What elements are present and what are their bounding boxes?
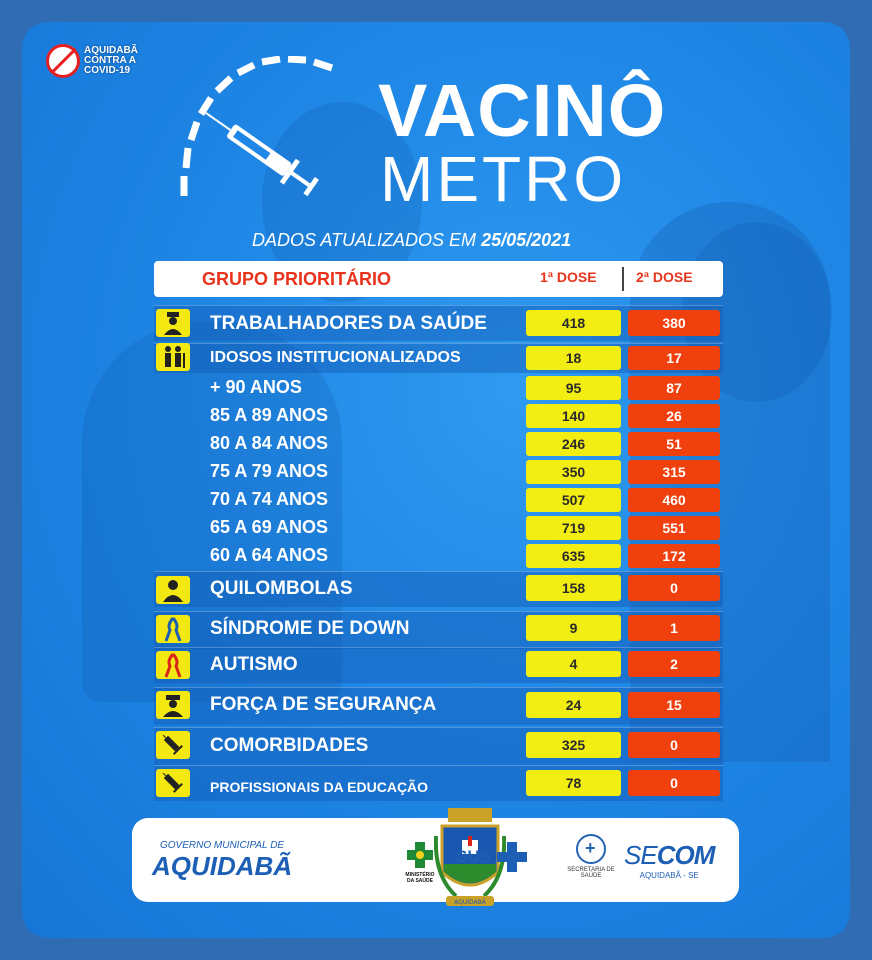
green-cross-icon <box>405 840 435 870</box>
table-header <box>154 261 723 297</box>
updated-date: 25/05/2021 <box>481 230 572 250</box>
sus-cross-icon <box>495 840 529 874</box>
ministerio-line2: DA SAÚDE <box>407 878 433 884</box>
campaign-line2: CONTRA A <box>84 55 137 66</box>
updated-text <box>252 230 571 251</box>
row-label: 75 A 79 ANOS <box>210 461 329 481</box>
row-label: 65 A 69 ANOS <box>210 517 329 537</box>
row-label: IDOSOS INSTITUCIONALIZADOS <box>210 349 461 366</box>
municipal-government-logo <box>152 840 292 882</box>
dose2-value: 551 <box>628 516 720 540</box>
secom-logo <box>624 840 714 880</box>
gov-big-text: AQUIDABÃ <box>152 851 293 881</box>
dose2-value: 26 <box>628 404 720 428</box>
dose2-value: 87 <box>628 376 720 400</box>
dose1-value: 18 <box>526 346 621 370</box>
row-label: 70 A 74 ANOS <box>210 489 329 509</box>
campaign-line1: AQUIDABÃ <box>84 45 138 56</box>
police-icon <box>156 691 190 719</box>
secom-sub: AQUIDABÃ - SE <box>639 871 699 880</box>
secretaria-logo <box>564 834 618 879</box>
ministerio-logo <box>400 840 440 884</box>
group-header: GRUPO PRIORITÁRIO <box>202 269 392 289</box>
dose1-value: 350 <box>526 460 621 484</box>
dose1-value: 4 <box>526 651 621 677</box>
dose2-value: 315 <box>628 460 720 484</box>
ribbon-icon <box>156 615 190 643</box>
row-label: AUTISMO <box>210 654 298 675</box>
secom-b: COM <box>656 840 715 870</box>
title-line1: VACINÔ <box>378 69 667 152</box>
dose1-value: 246 <box>526 432 621 456</box>
dose2-value: 172 <box>628 544 720 568</box>
person-icon <box>156 576 190 604</box>
campaign-logo <box>46 44 138 78</box>
dose1-value: 158 <box>526 575 621 601</box>
secretaria-text: SECRETARIA DE SAÚDE <box>567 867 615 879</box>
dose1-value: 507 <box>526 488 621 512</box>
syringe-icon <box>156 769 190 797</box>
crest-text: AQUIDABÃ <box>454 899 486 906</box>
row-label: 60 A 64 ANOS <box>210 545 329 565</box>
dose1-value: 418 <box>526 310 621 336</box>
dose2-value: 1 <box>628 615 720 641</box>
row-label: FORÇA DE SEGURANÇA <box>210 694 437 715</box>
dose1-value: 9 <box>526 615 621 641</box>
row-label: PROFISSIONAIS DA EDUCAÇÃO <box>210 779 429 795</box>
row-label: + 90 ANOS <box>210 377 302 397</box>
row-label: 80 A 84 ANOS <box>210 433 329 453</box>
sus-logo <box>456 840 529 874</box>
dose1-header: 1ª DOSE <box>540 269 597 285</box>
header-divider <box>622 267 624 291</box>
row-label: 85 A 89 ANOS <box>210 405 329 425</box>
dose2-value: 0 <box>628 770 720 796</box>
dose1-value: 635 <box>526 544 621 568</box>
gov-small-text: GOVERNO MUNICIPAL DE <box>160 840 285 851</box>
dose1-value: 78 <box>526 770 621 796</box>
vaccine-table <box>154 303 723 801</box>
dose2-value: 0 <box>628 732 720 758</box>
sus-text: SUS <box>456 847 491 866</box>
dose2-header: 2ª DOSE <box>636 269 693 285</box>
dose1-value: 719 <box>526 516 621 540</box>
dose2-value: 460 <box>628 488 720 512</box>
row-label: QUILOMBOLAS <box>210 578 353 599</box>
elderly-icon <box>156 343 190 371</box>
dose1-value: 24 <box>526 692 621 718</box>
no-virus-icon <box>46 44 80 78</box>
footer-logos <box>132 818 739 906</box>
dose2-value: 0 <box>628 575 720 601</box>
dose1-value: 95 <box>526 376 621 400</box>
dose1-value: 140 <box>526 404 621 428</box>
dose1-value: 325 <box>526 732 621 758</box>
syringe-gauge-icon <box>178 56 368 216</box>
dose2-value: 380 <box>628 310 720 336</box>
ministerio-line1: MINISTÉRIO <box>405 872 435 878</box>
secom-a: SE <box>624 840 657 870</box>
health-worker-icon <box>156 309 190 337</box>
dose2-value: 17 <box>628 346 720 370</box>
dose2-value: 2 <box>628 651 720 677</box>
campaign-line3: COVID-19 <box>84 65 131 76</box>
dose2-value: 15 <box>628 692 720 718</box>
secretaria-icon <box>576 834 606 864</box>
dose2-value: 51 <box>628 432 720 456</box>
syringe-icon <box>156 731 190 759</box>
ribbon-icon <box>156 651 190 679</box>
row-label: TRABALHADORES DA SAÚDE <box>210 313 487 334</box>
updated-prefix: DADOS ATUALIZADOS EM <box>252 230 477 250</box>
row-label: COMORBIDADES <box>210 735 369 756</box>
title-line2: METRO <box>380 143 627 215</box>
row-label: SÍNDROME DE DOWN <box>210 618 410 639</box>
